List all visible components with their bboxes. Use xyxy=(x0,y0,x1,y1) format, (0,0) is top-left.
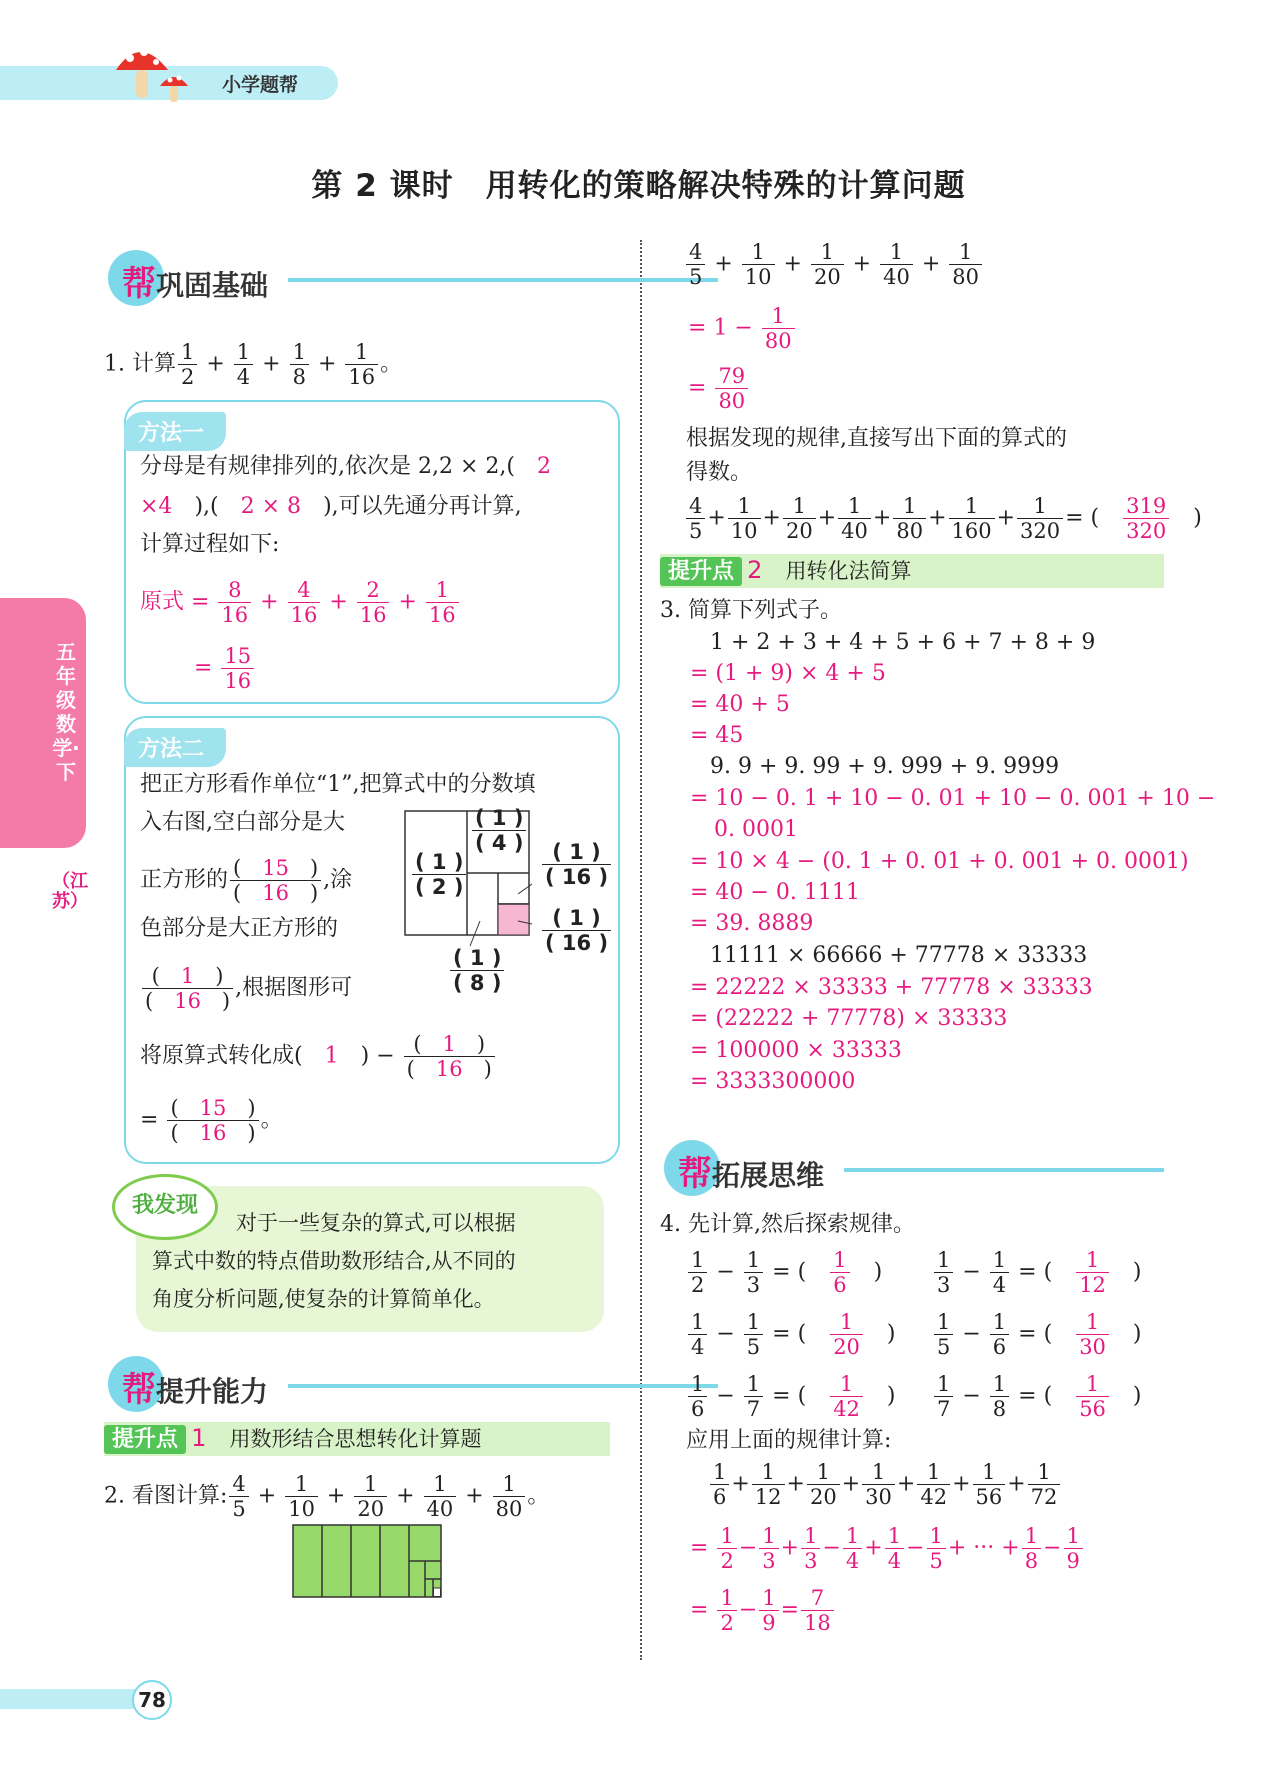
fraction: $\frac{1}{6}$ xyxy=(990,1310,1009,1359)
method2-line2: 入右图,空白部分是大 xyxy=(140,810,345,835)
fraction: $\frac{1}{72}$ xyxy=(1028,1460,1061,1509)
point-label: 提升点 xyxy=(104,1425,186,1454)
q3-a3: = 45 xyxy=(690,723,744,748)
fraction: $\frac{1}{80}$ xyxy=(762,304,795,353)
fraction: $\frac{1}{20}$ xyxy=(783,494,816,543)
diagram-label-sixteenth-a xyxy=(540,840,613,889)
text: 1 xyxy=(569,840,584,864)
fraction: $\frac{1}{20}$ xyxy=(830,1310,863,1359)
fraction: $\frac{1}{40}$ xyxy=(880,240,913,289)
text: 1 xyxy=(713,315,728,341)
q1-end: 。 xyxy=(380,351,403,377)
fraction: $\frac{1}{20}$ xyxy=(354,1472,387,1521)
page-title: 第 2 课时 用转化的策略解决特殊的计算问题 xyxy=(311,168,966,204)
column-divider xyxy=(640,240,642,1660)
point-text: 用数形结合思想转化计算题 xyxy=(229,1427,482,1451)
answer-blank: 16 xyxy=(174,989,201,1013)
answer-blank: 1 xyxy=(442,1032,456,1056)
side-grade-label: 五年级数学·下 xyxy=(52,640,80,784)
point-number: 2 xyxy=(747,556,763,584)
method1-line2 xyxy=(140,490,522,524)
fraction: $\frac{1}{7}$ xyxy=(934,1372,953,1421)
fraction: $\frac{79}{80}$ xyxy=(715,364,748,413)
answer-blank: 16 xyxy=(199,1121,227,1145)
fraction: $\frac{4}{5}$ xyxy=(229,1472,248,1521)
q2-label: 2. 看图计算: xyxy=(104,1483,228,1509)
fraction: $\frac{1}{12}$ xyxy=(752,1460,785,1509)
text: ,涂 xyxy=(323,867,353,893)
section-title: 提升能力 xyxy=(156,1375,269,1408)
fraction: $\frac{( 15 )}{( 16 )}$ xyxy=(167,1096,258,1145)
fraction: $\frac{1}{4}$ xyxy=(885,1524,904,1573)
text: ),( xyxy=(194,494,219,519)
q3-b4: = 40 − 0. 1111 xyxy=(690,880,860,905)
fraction: $\frac{1}{80}$ xyxy=(949,240,982,289)
answer-blank: 16 xyxy=(262,881,289,905)
answer-fraction xyxy=(1123,494,1169,543)
q4-label: 4. 先计算,然后探索规律。 xyxy=(660,1212,915,1237)
text: 16 xyxy=(561,865,592,889)
fraction: $\frac{1}{160}$ xyxy=(949,494,995,543)
q3-a0: 1 + 2 + 3 + 4 + 5 + 6 + 7 + 8 + 9 xyxy=(710,630,1096,655)
fraction: $\frac{( 1 )}{( 8 )}$ xyxy=(450,946,504,995)
q3-b5: = 39. 8889 xyxy=(690,911,814,936)
fraction: $\frac{1}{12}$ xyxy=(1076,1248,1109,1297)
answer-blank: 15 xyxy=(199,1096,227,1120)
rectangle-diagram xyxy=(292,1524,444,1600)
fraction: $\frac{1}{4}$ xyxy=(990,1248,1009,1297)
fraction: $\frac{( 1 )}{( 16 )}$ xyxy=(542,906,611,955)
fraction: $\frac{1}{2}$ xyxy=(717,1524,736,1573)
fraction: $\frac{1}{8}$ xyxy=(290,340,309,389)
section-rule xyxy=(288,1384,718,1388)
fraction: $\frac{1}{4}$ xyxy=(843,1524,862,1573)
point1-heading xyxy=(104,1422,481,1453)
method1-line3: 计算过程如下: xyxy=(140,532,280,557)
fraction: $\frac{1}{3}$ xyxy=(744,1248,763,1297)
answer-blank: ×4 xyxy=(140,494,173,519)
fraction: $\frac{( 1 )}{( 4 )}$ xyxy=(472,806,526,855)
fraction: $\frac{1}{6}$ xyxy=(830,1248,849,1297)
q3-c2: = (22222 + 77778) × 33333 xyxy=(690,1006,1008,1031)
text: 16 xyxy=(561,931,592,955)
section-rule xyxy=(844,1168,1164,1172)
fraction: $\frac{1}{20}$ xyxy=(807,1460,840,1509)
text: ,根据图形可 xyxy=(235,975,353,1001)
fraction: $\frac{1}{42}$ xyxy=(917,1460,950,1509)
q3-b1: = 10 − 0. 1 + 10 − 0. 01 + 10 − 0. 001 + 10 − xyxy=(690,786,1216,811)
method1-work1: 原式 = $\frac{8}{16}$ + $\frac{4}{16}$ + $\frac{2}{16}$ + $\frac{1}{16}$ xyxy=(140,578,461,627)
fraction: $\frac{1}{40}$ xyxy=(838,494,871,543)
page-number: 78 xyxy=(132,1680,172,1720)
section-extend-heading xyxy=(664,1140,1164,1194)
q3-c1: = 22222 × 33333 + 77778 × 33333 xyxy=(690,975,1093,1000)
fraction: $\frac{1}{320}$ xyxy=(1017,494,1063,543)
q4-expr: $\frac{1}{6}$ + $\frac{1}{12}$ + $\frac{1}{20}$ + $\frac{1}{30}$ + $\frac{1}{42}$ + $\frac{1}{56}$ + $\frac{1}{72}$ xyxy=(708,1460,1062,1509)
fraction: $\frac{1}{2}$ xyxy=(717,1586,736,1635)
fraction: $\frac{1}{8}$ xyxy=(1022,1524,1041,1573)
footer-bar xyxy=(0,1689,150,1709)
fraction: $\frac{1}{9}$ xyxy=(759,1586,778,1635)
q3-b2: 0. 0001 xyxy=(714,817,798,842)
q4-work2: = $\frac{1}{2}$ − $\frac{1}{9}$ = $\frac{7}{18}$ xyxy=(690,1586,836,1635)
point2-heading xyxy=(660,554,911,585)
fraction: $\frac{( 1 )}{( 16 )}$ xyxy=(542,840,611,889)
discover-bubble: 我发现 xyxy=(112,1174,218,1240)
diagram-label-sixteenth-b xyxy=(540,906,613,955)
section-mark: 帮 xyxy=(122,1370,156,1410)
fraction: $\frac{1}{10}$ xyxy=(742,240,775,289)
fraction: $\frac{1}{5}$ xyxy=(744,1310,763,1359)
brand-label: 小学题帮 xyxy=(222,74,299,96)
diagram-label-quarter xyxy=(470,806,528,855)
text: ) − xyxy=(360,1043,395,1069)
fraction: $\frac{4}{5}$ xyxy=(686,240,705,289)
fraction: $\frac{1}{9}$ xyxy=(1064,1524,1083,1573)
method1-line1 xyxy=(140,450,551,484)
section-ability-heading xyxy=(108,1356,618,1410)
method1-work2: = $\frac{15}{16}$ xyxy=(194,644,256,693)
fraction: $\frac{1}{16}$ xyxy=(345,340,378,389)
q4-work1: = $\frac{1}{2}$ − $\frac{1}{3}$ + $\frac{1}{3}$ − $\frac{1}{4}$ + $\frac{1}{4}$ − $\frac{1}{5}$ + ··· + $\frac{1}{8}$ − $\frac{1}{9}$ xyxy=(690,1524,1085,1573)
section-mark: 帮 xyxy=(678,1154,712,1194)
text: 1 xyxy=(491,806,507,830)
fraction: $\frac{( 1 )}{( 2 )}$ xyxy=(412,850,466,899)
text: 320 xyxy=(1126,519,1167,543)
q4-pairs xyxy=(686,1248,1156,1438)
mushroom-icon xyxy=(112,40,192,106)
fraction: $\frac{7}{18}$ xyxy=(801,1586,834,1635)
q3-c4: = 3333300000 xyxy=(690,1069,856,1094)
fraction: $\frac{1}{20}$ xyxy=(811,240,844,289)
fraction: $\frac{1}{3}$ xyxy=(759,1524,778,1573)
fraction: $\frac{1}{2}$ xyxy=(178,340,197,389)
fraction: $\frac{4}{16}$ xyxy=(288,578,321,627)
q3-b3: = 10 × 4 − (0. 1 + 0. 01 + 0. 001 + 0. 0001) xyxy=(690,849,1189,874)
text: 1 xyxy=(569,906,584,930)
section-title: 拓展思维 xyxy=(712,1159,825,1192)
text: 4 xyxy=(491,831,507,855)
fraction: $\frac{1}{56}$ xyxy=(1076,1372,1109,1421)
fraction: $\frac{1}{30}$ xyxy=(862,1460,895,1509)
text: ),可以先通分再计算, xyxy=(323,494,522,519)
fraction: $\frac{1}{42}$ xyxy=(830,1372,863,1421)
fraction: $\frac{1}{3}$ xyxy=(934,1248,953,1297)
method2-line3 xyxy=(140,856,352,905)
fraction: $\frac{1}{5}$ xyxy=(934,1310,953,1359)
q3-label: 3. 简算下列式子。 xyxy=(660,598,842,623)
text: 分母是有规律排列的,依次是 2,2 × 2,( xyxy=(140,454,515,479)
fraction: $\frac{1}{30}$ xyxy=(1076,1310,1109,1359)
fraction: $\frac{( 1 )}{( 16 )}$ xyxy=(142,964,233,1013)
fraction: $\frac{1}{3}$ xyxy=(801,1524,820,1573)
fraction: $\frac{1}{6}$ xyxy=(710,1460,729,1509)
q2-step1: = 1 − $\frac{1}{80}$ xyxy=(688,304,797,353)
fraction: $\frac{1}{80}$ xyxy=(493,1472,526,1521)
q3-a2: = 40 + 5 xyxy=(690,692,790,717)
text: 8 xyxy=(469,971,485,995)
q1-label: 1. 计算 xyxy=(104,351,176,377)
method2-line7: = $\frac{( 15 )}{( 16 )}$ 。 xyxy=(140,1096,283,1145)
q4-pair: $\frac{1}{4}$ − $\frac{1}{5}$ = ( $\frac{1}{20}$ ) xyxy=(686,1310,896,1359)
fraction: $\frac{15}{16}$ xyxy=(221,644,254,693)
fraction: $\frac{4}{5}$ xyxy=(686,494,705,543)
fraction: $\frac{1}{10}$ xyxy=(728,494,761,543)
q3-c0: 11111 × 66666 + 77778 × 33333 xyxy=(710,943,1088,968)
method2-label: 方法二 xyxy=(124,728,226,767)
point-text: 用转化法简算 xyxy=(785,559,912,583)
discover-text1: 对于一些复杂的算式,可以根据 xyxy=(236,1211,516,1235)
text: 2 xyxy=(431,875,447,899)
answer-blank: 2 xyxy=(536,454,551,479)
fraction: $\frac{2}{16}$ xyxy=(357,578,390,627)
q4-pair: $\frac{1}{3}$ − $\frac{1}{4}$ = ( $\frac{1}{12}$ ) xyxy=(932,1248,1142,1297)
fraction: $\frac{1}{4}$ xyxy=(234,340,253,389)
fraction: $\frac{8}{16}$ xyxy=(218,578,251,627)
q2-line: 2. 看图计算: $\frac{4}{5}$ + $\frac{1}{10}$ + $\frac{1}{20}$ + $\frac{1}{40}$ + $\frac{1}{80}$ 。 xyxy=(104,1472,550,1521)
q2-rule2: 得数。 xyxy=(686,460,753,485)
q2-expr: $\frac{4}{5}$ + $\frac{1}{10}$ + $\frac{1}{20}$ + $\frac{1}{40}$ + $\frac{1}{80}$ xyxy=(684,240,984,289)
text: 1 xyxy=(469,946,485,970)
fraction: $\frac{1}{40}$ xyxy=(424,1472,457,1521)
point-number: 1 xyxy=(191,1424,207,1452)
text: 正方形的 xyxy=(140,867,229,893)
q1-line: 1. 计算 $\frac{1}{2}$ + $\frac{1}{4}$ + $\frac{1}{8}$ + $\frac{1}{16}$ 。 xyxy=(104,340,403,389)
method2-line4: 色部分是大正方形的 xyxy=(140,916,339,941)
section-basic-heading xyxy=(108,250,618,304)
fraction: $\frac{1}{16}$ xyxy=(426,578,459,627)
q2-rule1: 根据发现的规律,直接写出下面的算式的 xyxy=(686,426,1067,451)
q4-pair: $\frac{1}{6}$ − $\frac{1}{7}$ = ( $\frac{1}{42}$ ) xyxy=(686,1372,896,1421)
text: 。 xyxy=(527,1483,550,1509)
q3-a1: = (1 + 9) × 4 + 5 xyxy=(690,661,886,686)
section-mark: 帮 xyxy=(122,264,156,304)
fraction: $\frac{( 1 )}{( 16 )}$ xyxy=(404,1032,495,1081)
method1-label: 方法一 xyxy=(124,412,226,451)
fraction: $\frac{1}{4}$ xyxy=(688,1310,707,1359)
text: 319 xyxy=(1123,494,1169,519)
q4-pair: $\frac{1}{5}$ − $\frac{1}{6}$ = ( $\frac{1}{30}$ ) xyxy=(932,1310,1142,1359)
fraction: $\frac{1}{10}$ xyxy=(285,1472,318,1521)
section-rule xyxy=(288,278,718,282)
method2-line5 xyxy=(140,964,352,1013)
text: 1 xyxy=(431,850,447,874)
fraction: $\frac{( 15 )}{( 16 )}$ xyxy=(230,856,321,905)
q4-pair: $\frac{1}{7}$ − $\frac{1}{8}$ = ( $\frac{1}{56}$ ) xyxy=(932,1372,1142,1421)
section-title: 巩固基础 xyxy=(156,269,269,302)
text: 原式 xyxy=(140,589,185,615)
q3-c3: = 100000 × 33333 xyxy=(690,1038,902,1063)
point-label: 提升点 xyxy=(660,557,742,586)
text: 。 xyxy=(260,1107,283,1133)
text: 将原算式转化成( xyxy=(140,1043,303,1069)
method2-line6 xyxy=(140,1032,497,1081)
diagram-label-eighth xyxy=(448,946,506,995)
q4-pair: $\frac{1}{2}$ − $\frac{1}{3}$ = ( $\frac{1}{6}$ ) xyxy=(686,1248,882,1297)
answer-blank: 1 xyxy=(324,1043,339,1069)
q2-step2: = $\frac{79}{80}$ xyxy=(688,364,750,413)
q4-apply: 应用上面的规律计算: xyxy=(686,1428,892,1453)
q3-b0: 9. 9 + 9. 99 + 9. 999 + 9. 9999 xyxy=(710,754,1060,779)
diagram-label-half xyxy=(410,850,468,899)
fraction: $\frac{1}{56}$ xyxy=(973,1460,1006,1509)
fraction: $\frac{1}{2}$ xyxy=(688,1248,707,1297)
fraction: $\frac{1}{5}$ xyxy=(927,1524,946,1573)
fraction: $\frac{1}{8}$ xyxy=(990,1372,1009,1421)
fraction: $\frac{1}{6}$ xyxy=(688,1372,707,1421)
q2-expr2: $\frac{4}{5}$ + $\frac{1}{10}$ + $\frac{1}{20}$ + $\frac{1}{40}$ + $\frac{1}{80}$ + $\frac{1}{160}$ + $\frac{1}{320}$ = ( $\frac{319}{320}$ ) xyxy=(684,494,1202,543)
answer-blank: 1 xyxy=(180,964,195,988)
answer-blank: 15 xyxy=(262,856,289,880)
method2-line1: 把正方形看作单位“1”,把算式中的分数填 xyxy=(140,772,536,797)
discover-text2: 算式中数的特点借助数形结合,从不同的 xyxy=(152,1249,516,1273)
discover-text3: 角度分析问题,使复杂的计算简单化。 xyxy=(152,1287,495,1311)
side-province-label: （江苏） xyxy=(52,871,88,912)
fraction: $\frac{1}{80}$ xyxy=(893,494,926,543)
answer-blank: 16 xyxy=(435,1057,463,1081)
answer-blank: 2 × 8 xyxy=(240,494,302,519)
fraction: $\frac{1}{7}$ xyxy=(744,1372,763,1421)
